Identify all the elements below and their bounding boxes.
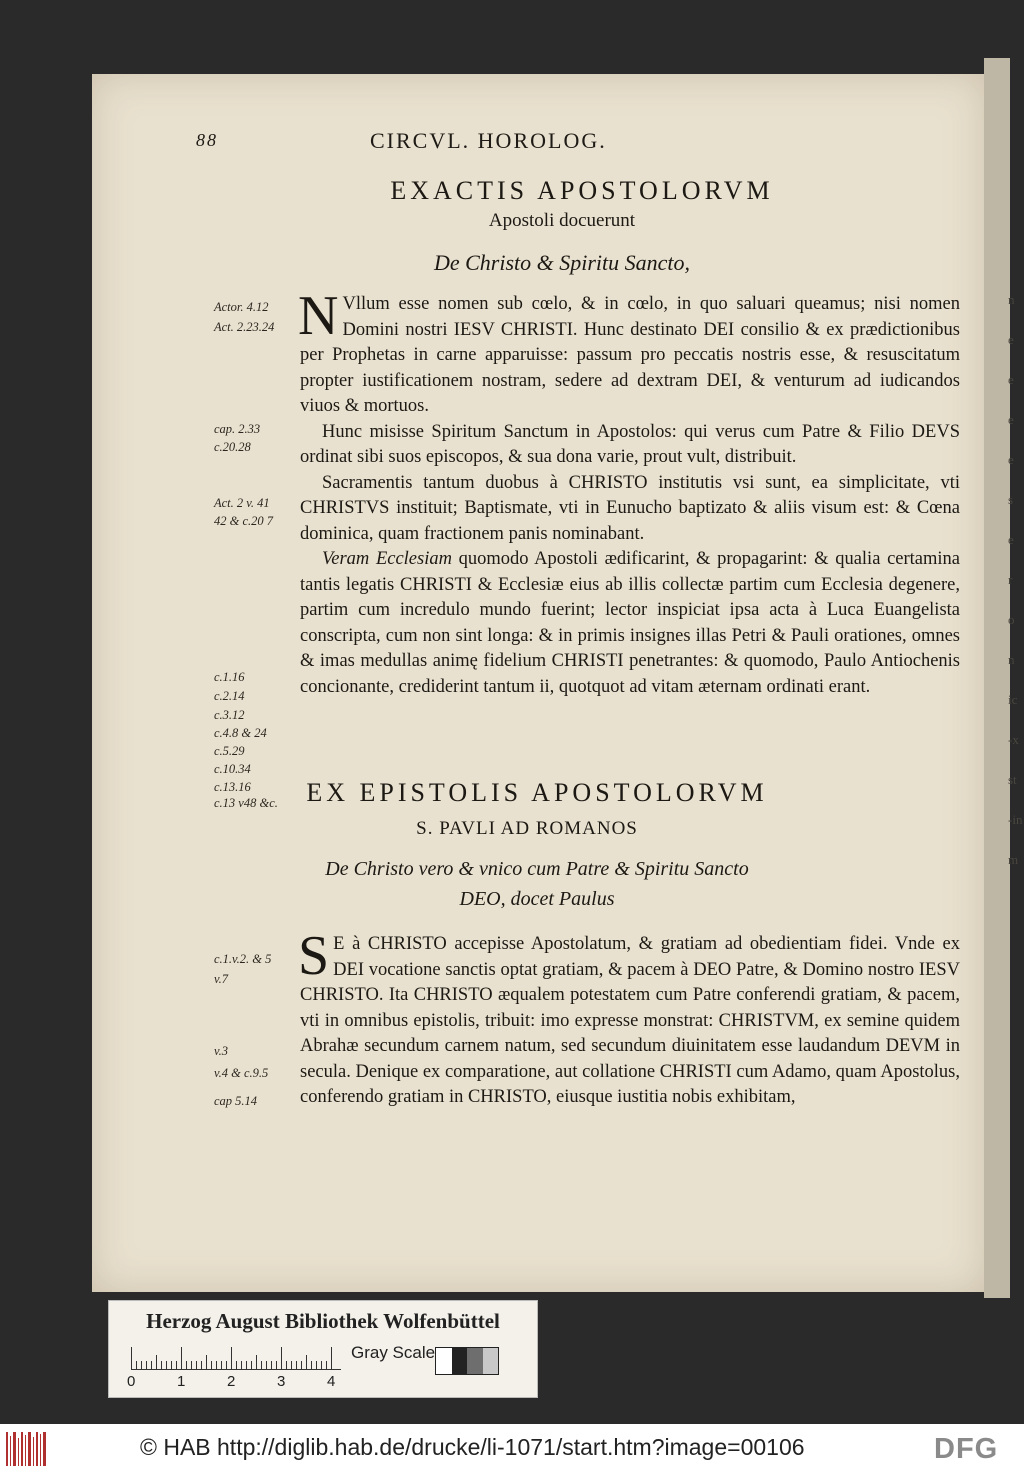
ruler-tick (146, 1361, 147, 1369)
drop-cap: S (298, 925, 330, 987)
ruler-tick (246, 1361, 247, 1369)
strip-char: e (1008, 372, 1014, 387)
paragraph (300, 547, 960, 700)
ruler-tick (241, 1361, 242, 1369)
gray-swatch-dark (467, 1348, 483, 1374)
strip-char: n (1008, 292, 1015, 307)
section-italic-heading-2b: DEO, docet Paulus (459, 888, 615, 910)
strip-char: m (1008, 852, 1019, 867)
paragraph (298, 285, 960, 420)
ruler-tick (196, 1361, 197, 1369)
italic-phrase: Veram Ecclesiam (322, 549, 452, 569)
ruler-number: 2 (227, 1373, 236, 1390)
ruler-tick (331, 1347, 332, 1369)
paragraph: Sacramentis tantum duobus à CHRISTO institutis vsi sunt, ea simplicitate, vti CHRISTVS instituit; Baptismate, vti in Eunucho baptizato & aliis visum est: & Cœna dominica, quam fractionem panis nominabant. (300, 472, 960, 544)
ruler-tick (226, 1361, 227, 1369)
margin-note: Act. 2.23.24 (214, 320, 275, 334)
ruler-tick (211, 1361, 212, 1369)
ruler-tick (261, 1361, 262, 1369)
ruler-tick (256, 1355, 257, 1369)
ruler-tick (306, 1355, 307, 1369)
next-page-edge (984, 58, 1010, 1298)
ruler-tick (286, 1361, 287, 1369)
ruler-tick (271, 1361, 272, 1369)
measurement-ruler (131, 1345, 341, 1370)
ruler-tick (276, 1361, 277, 1369)
gray-scale-swatch (435, 1347, 499, 1375)
margin-note: v.7 (214, 972, 228, 986)
running-title: CIRCVL. HOROLOG. (370, 128, 607, 153)
margin-note: c.3.12 (214, 708, 245, 722)
ruler-tick (156, 1355, 157, 1369)
ruler-tick (141, 1361, 142, 1369)
ruler-number: 1 (177, 1373, 186, 1390)
ruler-tick (266, 1361, 267, 1369)
ruler-tick (151, 1361, 152, 1369)
gray-scale-label: Gray Scale (351, 1343, 436, 1362)
ruler-tick (236, 1361, 237, 1369)
section-heading-1: EXACTIS APOSTOLORVM (390, 176, 774, 205)
strip-char: s (1008, 492, 1014, 507)
strip-char: n (1008, 652, 1015, 667)
margin-note: cap 5.14 (214, 1094, 258, 1108)
margin-note: c.13.16 (214, 780, 251, 794)
section-2-text (298, 925, 960, 1111)
page-number: 88 (196, 130, 218, 150)
ruler-tick (191, 1361, 192, 1369)
margin-note: c.1.16 (214, 670, 245, 684)
ruler-tick (321, 1361, 322, 1369)
ruler-tick (186, 1361, 187, 1369)
library-name: Herzog August Bibliothek Wolfenbüttel (146, 1309, 500, 1333)
margin-note: c.10.34 (214, 762, 251, 776)
ruler-tick (296, 1361, 297, 1369)
ruler-tick (316, 1361, 317, 1369)
margin-note: c.13 v48 &c. (214, 796, 278, 810)
section-italic-heading-1: De Christo & Spiritu Sancto, (433, 250, 691, 275)
ruler-tick (231, 1347, 232, 1369)
margin-note: v.4 & c.9.5 (214, 1066, 269, 1080)
strip-char: st (1008, 772, 1017, 787)
strip-char: ic (1008, 692, 1018, 707)
margin-note: 42 & c.20 7 (214, 514, 274, 528)
strip-char: r (1008, 572, 1013, 587)
margin-note: c.4.8 & 24 (214, 726, 267, 740)
ruler-tick (216, 1361, 217, 1369)
ruler-tick (181, 1347, 182, 1369)
ruler-tick (161, 1361, 162, 1369)
strip-char: -in (1008, 812, 1023, 827)
ruler-number: 4 (327, 1373, 336, 1390)
strip-char: e (1008, 452, 1014, 467)
strip-char: o (1008, 612, 1015, 627)
paragraph-text: E à CHRISTO accepisse Apostolatum, & gratiam ad obedientiam fidei. Vnde ex DEI vocatione sanctis optat gratiam, & pacem à DEO Patre, & Domino nostro IESV CHRISTO. Ita CHRISTO æqualem potestatem cum Patre conferendi gratiam, & pacem, vti in omnibus epistolis, tribuit: imo expresse monstrat: CHRISTVM, ex semine quidem Abrahæ secundum carnem natum, sed secundum diuinitatem esse laudandum DEVM in secula. Denique ex comparatione, aut collatione CHRISTI cum Adamo, quam Apostolus, conferendo gratiam in CHRISTO, eiusque iustitia nobis exhibitam, (300, 934, 960, 1107)
paragraph: Hunc misisse Spiritum Sanctum in Apostolos: qui verus cum Patre & Filio DEVS ordinat sibi suos episcopos, & sua dona varie, prout vult, distribuit. (300, 421, 960, 467)
barcode-icon (6, 1432, 46, 1466)
section-italic-heading-2: De Christo vero & vnico cum Patre & Spiritu Sancto (325, 858, 749, 880)
paragraph-text: quomodo Apostoli ædificarint, & propagarint: & qualia certamina tantis legatis CHRISTI & Ecclesiæ eius ab illis collectæ partim cum Ecclesia degenere, partim cum incredulo mundo fuerint; lector inspiciat ipsa acta à Luca Euangelista conscripta, cum non sint longa: & in primis insignes illas Petri & Pauli orationes, omnes & imas medullas animę fidelium CHRISTI penetrantes: & quomodo, Paulo Antiochenis concionante, crediderint tantum ii, quotquot ad vitam æternam ordinati erant. (300, 549, 961, 697)
margin-note: c.5.29 (214, 744, 245, 758)
section-subheading-1: Apostoli docuerunt (488, 210, 636, 231)
gray-swatch-black (452, 1348, 468, 1374)
margin-note: c.1.v.2. & 5 (214, 952, 272, 966)
section-subheading-2: S. PAVLI AD ROMANOS (416, 818, 638, 839)
library-label-card (108, 1300, 538, 1398)
ruler-tick (301, 1361, 302, 1369)
margin-note: Act. 2 v. 41 (214, 496, 270, 510)
drop-cap: N (298, 285, 339, 347)
ruler-tick (291, 1361, 292, 1369)
ruler-tick (166, 1361, 167, 1369)
adjacent-page-strip (1008, 280, 1024, 1180)
copyright-url[interactable]: © HAB http://diglib.hab.de/drucke/li-1071/start.htm?image=00106 (140, 1434, 805, 1460)
ruler-tick (206, 1355, 207, 1369)
footer-bar (0, 1424, 1024, 1473)
margin-note: v.3 (214, 1044, 228, 1058)
ruler-tick (281, 1347, 282, 1369)
ruler-tick (326, 1361, 327, 1369)
ruler-tick (131, 1347, 132, 1369)
paragraph-text: Vllum esse nomen sub cœlo, & in cœlo, in quo saluari queamus; nisi nomen Domini nostri IESV CHRISTI. Hunc destinato DEI consilio & ex prædictionibus per Prophetas in carne apparuisse: passum pro peccatis nostris esse, & resuscitatum propter iustificationem nostram, sedere ad dextram DEI, & venturum ad iudicandos viuos & mortuos. (300, 294, 960, 416)
strip-char: e (1008, 332, 1014, 347)
gray-swatch-white (436, 1348, 452, 1374)
dfg-logo: DFG (934, 1433, 999, 1465)
ruler-number: 3 (277, 1373, 286, 1390)
ruler-tick (311, 1361, 312, 1369)
margin-note: c.2.14 (214, 689, 245, 703)
gray-swatch-light (483, 1348, 499, 1374)
strip-char: e (1008, 532, 1014, 547)
strip-char: e (1008, 412, 1014, 427)
ruler-tick (201, 1361, 202, 1369)
section-1-text (298, 285, 961, 700)
margin-note: c.20.28 (214, 440, 251, 454)
section-heading-2: EX EPISTOLIS APOSTOLORVM (306, 778, 768, 807)
ruler-tick (221, 1361, 222, 1369)
ruler-tick (251, 1361, 252, 1369)
ruler-tick (171, 1361, 172, 1369)
paragraph (298, 925, 960, 1111)
ruler-number: 0 (127, 1373, 136, 1390)
margin-note: Actor. 4.12 (214, 300, 269, 314)
ruler-tick (176, 1361, 177, 1369)
ruler-tick (136, 1361, 137, 1369)
margin-note: cap. 2.33 (214, 422, 261, 436)
strip-char: -x (1008, 732, 1019, 747)
